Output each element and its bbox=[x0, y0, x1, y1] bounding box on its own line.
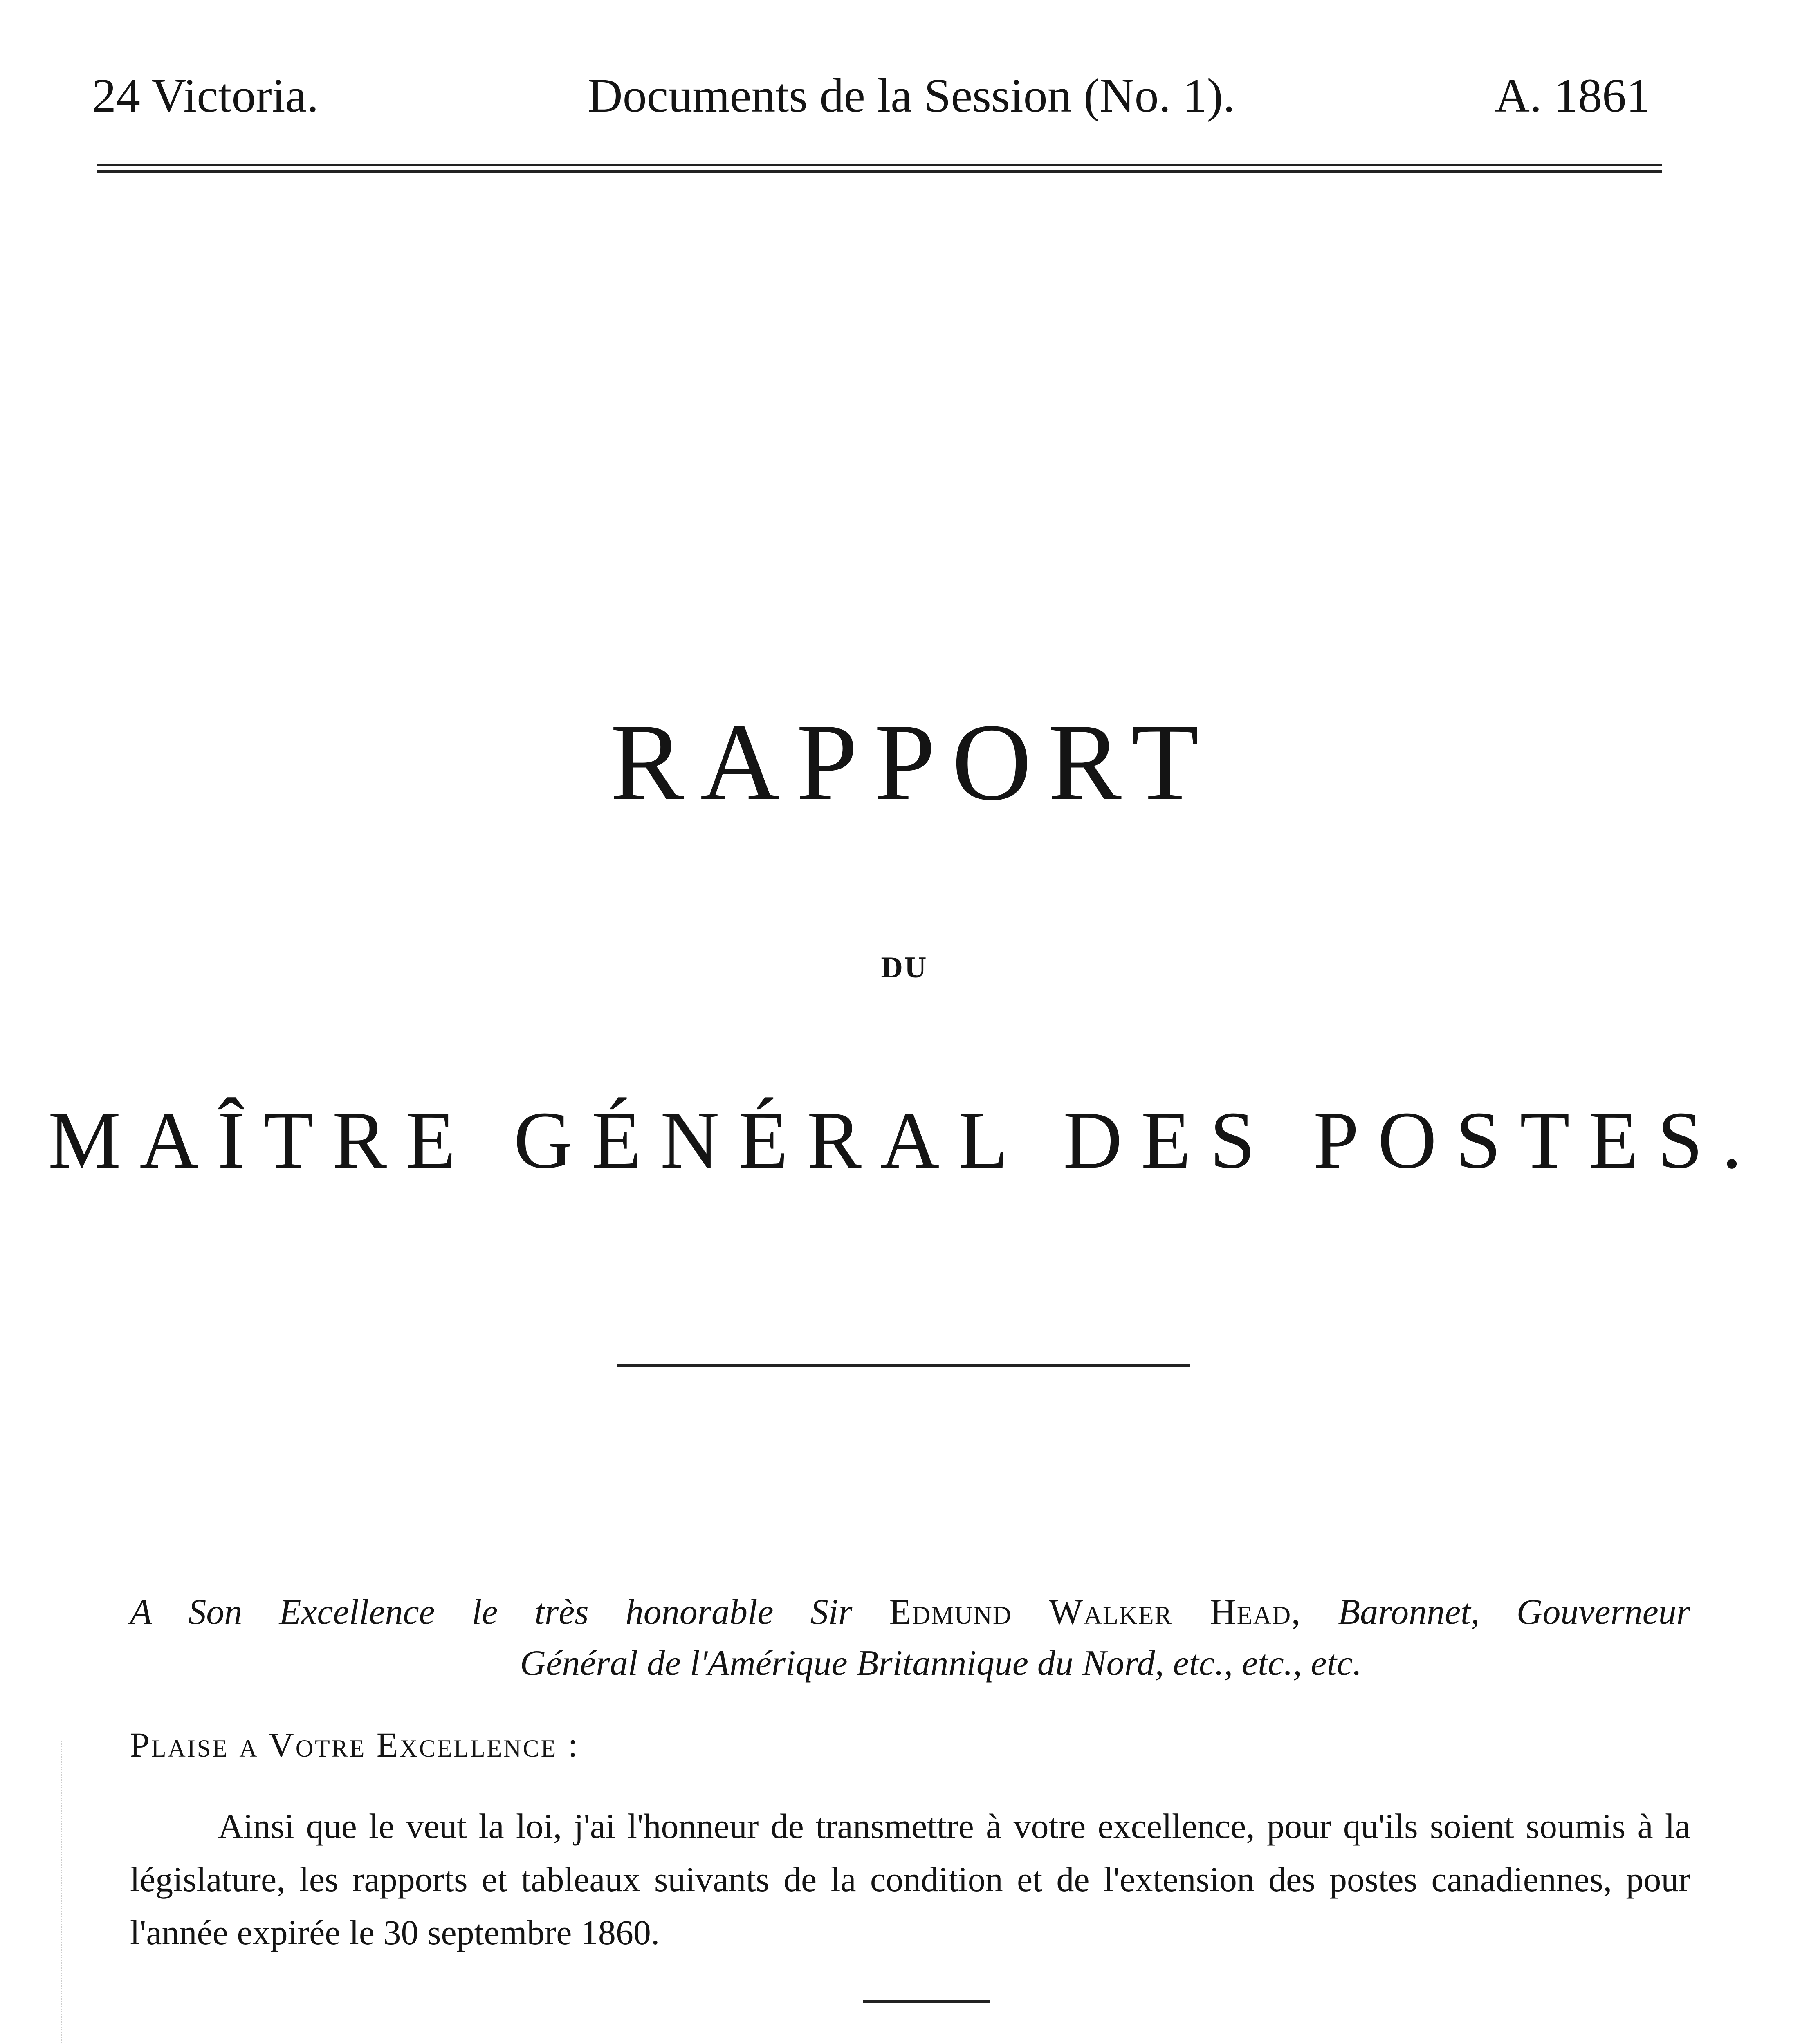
section-divider-rule bbox=[863, 2000, 990, 2003]
address-line-1 bbox=[130, 1594, 1690, 1630]
body-paragraph-1: Ainsi que le veut la loi, j'ai l'honneur de transmettre à votre excellence, pour qu'ils soient soumis à la législature, les rapports et tableaux suivants de la condition et de l'extension des postes canadiennes, pour l'année expirée le 30 septembre 1860. bbox=[130, 1806, 1690, 1952]
address-suffix: Baronnet, Gouverneur bbox=[1338, 1592, 1691, 1632]
title-divider-rule bbox=[617, 1364, 1190, 1367]
report-title-subject: MAÎTRE GÉNÉRAL DES POSTES. bbox=[48, 1095, 1761, 1186]
binding-margin-marks bbox=[61, 1741, 74, 2044]
salutation: Plaise a Votre Excellence : bbox=[130, 1725, 579, 1764]
address-line-2: Général de l'Amérique Britannique du Nord, etc., etc., etc. bbox=[520, 1643, 1362, 1683]
address-prefix: A Son Excellence le très honorable Sir bbox=[130, 1592, 853, 1632]
running-header-right: A. 1861 bbox=[1495, 69, 1650, 122]
address-name: Edmund Walker Head, bbox=[889, 1592, 1302, 1632]
header-double-rule bbox=[97, 164, 1662, 173]
report-title-connector: DU bbox=[881, 951, 928, 984]
running-header-left: 24 Victoria. bbox=[92, 69, 319, 122]
running-header-center-text: Documents de la Session (No. 1). bbox=[588, 69, 1235, 122]
report-title: RAPPORT bbox=[610, 701, 1215, 823]
